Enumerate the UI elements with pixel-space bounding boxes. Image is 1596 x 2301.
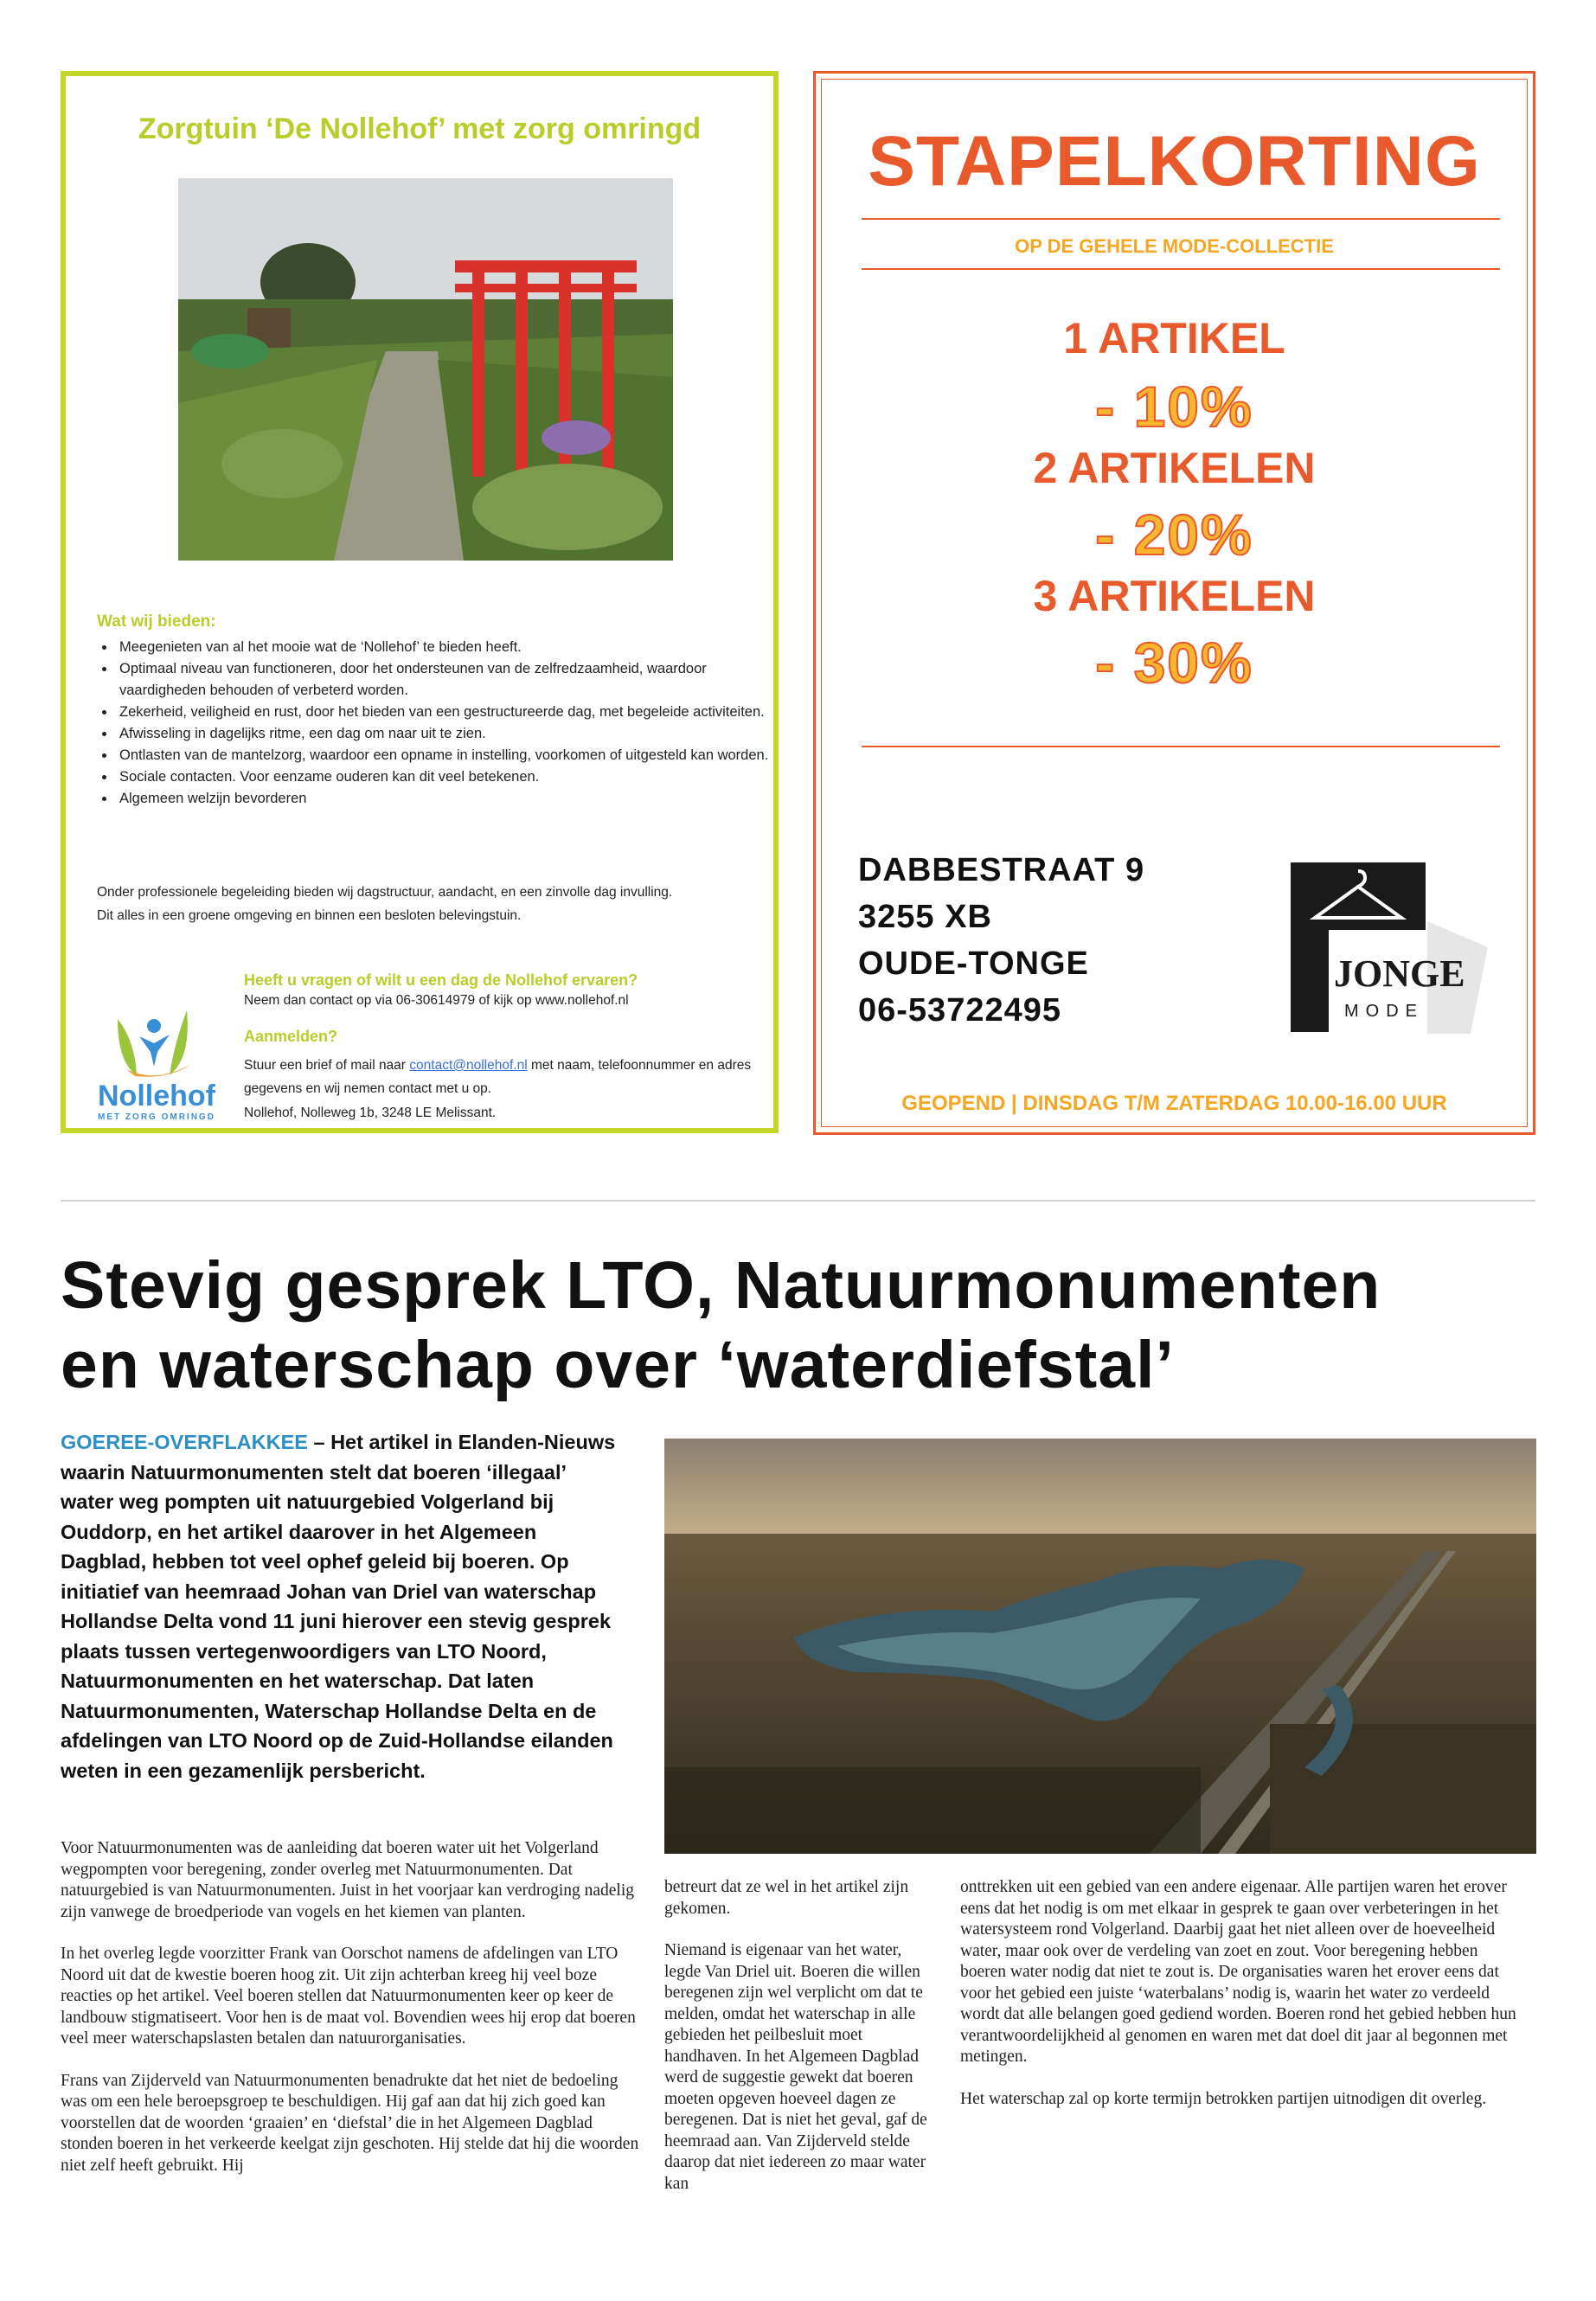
stapelkorting-subtitle: OP DE GEHELE MODE-COLLECTIE — [1015, 235, 1334, 257]
logo-jonge-text: JONGE — [1334, 952, 1465, 995]
paragraph: Het waterschap zal op korte termijn betrokken partijen uitnodigen dit overleg. — [960, 2089, 1487, 2108]
nollehof-description — [97, 881, 763, 927]
shop-street: DABBESTRAAT 9 — [858, 852, 1145, 888]
signup-instructions — [244, 1054, 763, 1100]
divider — [862, 218, 1500, 220]
description-line: Dit alles in een groene omgeving en binnen een besloten belevingstuin. — [97, 908, 522, 923]
aerial-photo — [664, 1439, 1536, 1854]
description-line: Onder professionele begeleiding bieden wij dagstructuur, aandacht, en een zinvolle dag invulling. — [97, 885, 673, 900]
article-column-3 — [960, 1877, 1527, 2131]
offer-item: • Optimaal niveau van functioneren, door het ondersteunen van de zelfredzaamheid, waardoor vaardigheden behouden of verbeterd worden. — [116, 658, 773, 702]
tier-discount: - 10% — [1095, 375, 1253, 439]
paragraph: In het overleg legde voorzitter Frank van Oorschot namens de afdelingen van LTO Noord uit dat de kwestie boeren hoog zit. Uit zijn achterban kreeg hij veel boze reacties op het artikel. Veel boeren stellen dat Natuurmonumenten keer op keer de landbouw stigmatiseert. Voor hen is de maat vol. Bovendien wees hij erop dat boeren veel meer waterschapslasten betalen dan natuurorganisaties. — [61, 1945, 636, 2048]
logo-mode-text: MODE — [1344, 1002, 1424, 1021]
dateline: GOEREE-OVERFLAKKEE — [61, 1431, 308, 1453]
divider — [862, 268, 1500, 270]
shop-phone: 06-53722495 — [858, 992, 1061, 1029]
shop-city: OUDE-TONGE — [858, 945, 1089, 982]
paragraph: betreurt dat ze wel in het artikel zijn gekomen. — [664, 1878, 909, 1918]
article-headline — [61, 1246, 1531, 1405]
nollehof-address: Nollehof, Nolleweg 1b, 3248 LE Melissant. — [244, 1106, 497, 1120]
stapelkorting-advertisement — [813, 71, 1535, 1135]
nollehof-title: Zorgtuin ‘De Nollehof’ met zorg omringd — [138, 112, 702, 145]
headline-line: Stevig gesprek LTO, Natuurmonumenten — [61, 1248, 1381, 1323]
signup-text-pre: Stuur een brief of mail naar — [244, 1058, 410, 1073]
headline-line: en waterschap over ‘waterdiefstal’ — [61, 1328, 1175, 1402]
article-column-2 — [664, 1877, 941, 2215]
email-link[interactable]: contact@nollehof.nl — [409, 1058, 528, 1073]
garden-illustration — [178, 178, 673, 561]
opening-hours: GEOPEND | DINSDAG T/M ZATERDAG 10.00-16.00 UUR — [901, 1092, 1447, 1115]
shop-postcode: 3255 XB — [858, 899, 992, 935]
signup-heading: Aanmelden? — [244, 1028, 338, 1045]
nollehof-logo-tagline: MET ZORG OMRINGD — [98, 1112, 215, 1122]
hanger-logo-icon — [1259, 861, 1488, 1034]
tier-discount: - 30% — [1095, 631, 1253, 695]
contact-question: Heeft u vragen of wilt u een dag de Nollehof ervaren? — [244, 971, 638, 989]
tier-label: 2 ARTIKELEN — [1033, 444, 1316, 492]
paragraph: Frans van Zijderveld van Natuurmonumenten benadrukte dat het niet de bedoeling was om een hele beroepsgroep te beschuldigen. Hij gaf aan dat hij zich goed kan voorstellen dat de woorden ‘graaien’ en ‘diefstal’ die in het Algemeen Dagblad stonden boeren in het verkeerde keelgat zijn geschoten. Hij stelde dat hij die woorden niet zelf heeft gebruikt. Hij — [61, 2071, 639, 2175]
aerial-landscape-illustration — [664, 1439, 1536, 1854]
nollehof-logo-name: Nollehof — [98, 1080, 215, 1112]
nollehof-advertisement — [61, 71, 779, 1133]
stapelkorting-title: STAPELKORTING — [868, 122, 1481, 201]
offer-item: • Sociale contacten. Voor eenzame ouderen kan dit veel betekenen. — [116, 766, 773, 788]
garden-photo — [178, 178, 673, 561]
article-column-1 — [61, 1838, 640, 2197]
tier-label: 1 ARTIKEL — [1063, 314, 1285, 362]
signup-text-post: met naam, telefoonnummer en adres gegevens en wij nemen contact met u op. — [244, 1058, 752, 1096]
offer-item: • Algemeen welzijn bevorderen — [116, 788, 773, 810]
offer-item: • Ontlasten van de mantelzorg, waardoor een opname in instelling, voorkomen of uitgesteld kan worden. — [116, 745, 773, 766]
offer-item: • Afwisseling in dagelijks ritme, een dag om naar uit te zien. — [116, 723, 773, 745]
section-divider — [61, 1200, 1535, 1202]
logo-de-text: DE — [1259, 961, 1291, 1003]
tier-discount: - 20% — [1095, 503, 1253, 567]
divider — [862, 746, 1500, 747]
offer-item: • Zekerheid, veiligheid en rust, door het bieden van een gestructureerde dag, met begeleide activiteiten. — [116, 702, 773, 723]
contact-info: Neem dan contact op via 06-30614979 of kijk op www.nollehof.nl — [244, 993, 629, 1008]
offers-heading: Wat wij bieden: — [97, 612, 216, 631]
article-lede — [61, 1427, 623, 1785]
paragraph: Niemand is eigenaar van het water, legde Van Driel uit. Boeren die willen beregenen zijn wel verplicht om dat te melden, omdat het waterschap in alle gebieden het peilbesluit moet handhaven. In het Algemeen Dagblad werd de suggestie gewekt dat boeren moeten opgeven hoeveel dagen ze beregenen. Dat is niet het geval, gaf de heemraad aan. Van Zijderveld stelde daarop dat niet iedereen zo maar water kan — [664, 1941, 927, 2193]
lede-text: – Het artikel in Elanden-Nieuws waarin Natuurmonumenten stelt dat boeren ‘illegaal’ water weg pompten uit natuurgebied Volgerland bij Ouddorp, en het artikel daarover in het Algemeen Dagblad, hebben tot veel ophef geleid bij boeren. Op initiatief van heemraad Johan van Driel van waterschap Hollandse Delta vond 11 juni hierover een stevig gesprek plaats tussen vertegenwoordigers van LTO Noord, Natuurmonumenten en het waterschap. Dat laten Natuurmonumenten, Waterschap Hollandse Delta en de afdelingen van LTO Noord op de Zuid-Hollandse eilanden weten in een gezamenlijk persbericht. — [61, 1431, 616, 1782]
nollehof-logo-icon — [83, 993, 230, 1080]
offer-item: • Meegenieten van al het mooie wat de ‘Nollehof’ te bieden heeft. — [116, 637, 773, 658]
tier-label: 3 ARTIKELEN — [1033, 572, 1316, 620]
de-jonge-mode-logo — [1259, 861, 1488, 1034]
paragraph: Voor Natuurmonumenten was de aanleiding dat boeren water uit het Volgerland wegpompten voor beregening, zonder overleg met Natuurmonumenten. Dat natuurgebied is van Natuurmonumenten. Juist in het voorjaar kan verdroging nadelig zijn vanwege de broedperiode van vogels en het kiemen van planten. — [61, 1839, 635, 1921]
inner-border — [821, 79, 1528, 1127]
paragraph: onttrekken uit een gebied van een andere eigenaar. Alle partijen waren het erover eens dat het nodig is om met elkaar in gesprek te gaan over verbeteringen in het watersysteem rond Volgerland. Daarbij gaat het niet alleen over de hoeveelheid water, maar ook over de verdeling van zoet en zout. Voor beregening hebben boeren water nodig dat niet te zout is. De organisaties waren het erover eens dat voor het gebied een juiste ‘waterbalans’ nodig is, waarin het water zo verdeeld wordt dat alle belangen goed gediend worden. Boeren rond het gebied hebben hun verantwoordelijkheid al genomen en waren met dat doel dit jaar al begonnen met metingen. — [960, 1878, 1516, 2066]
offers-list — [97, 637, 773, 810]
